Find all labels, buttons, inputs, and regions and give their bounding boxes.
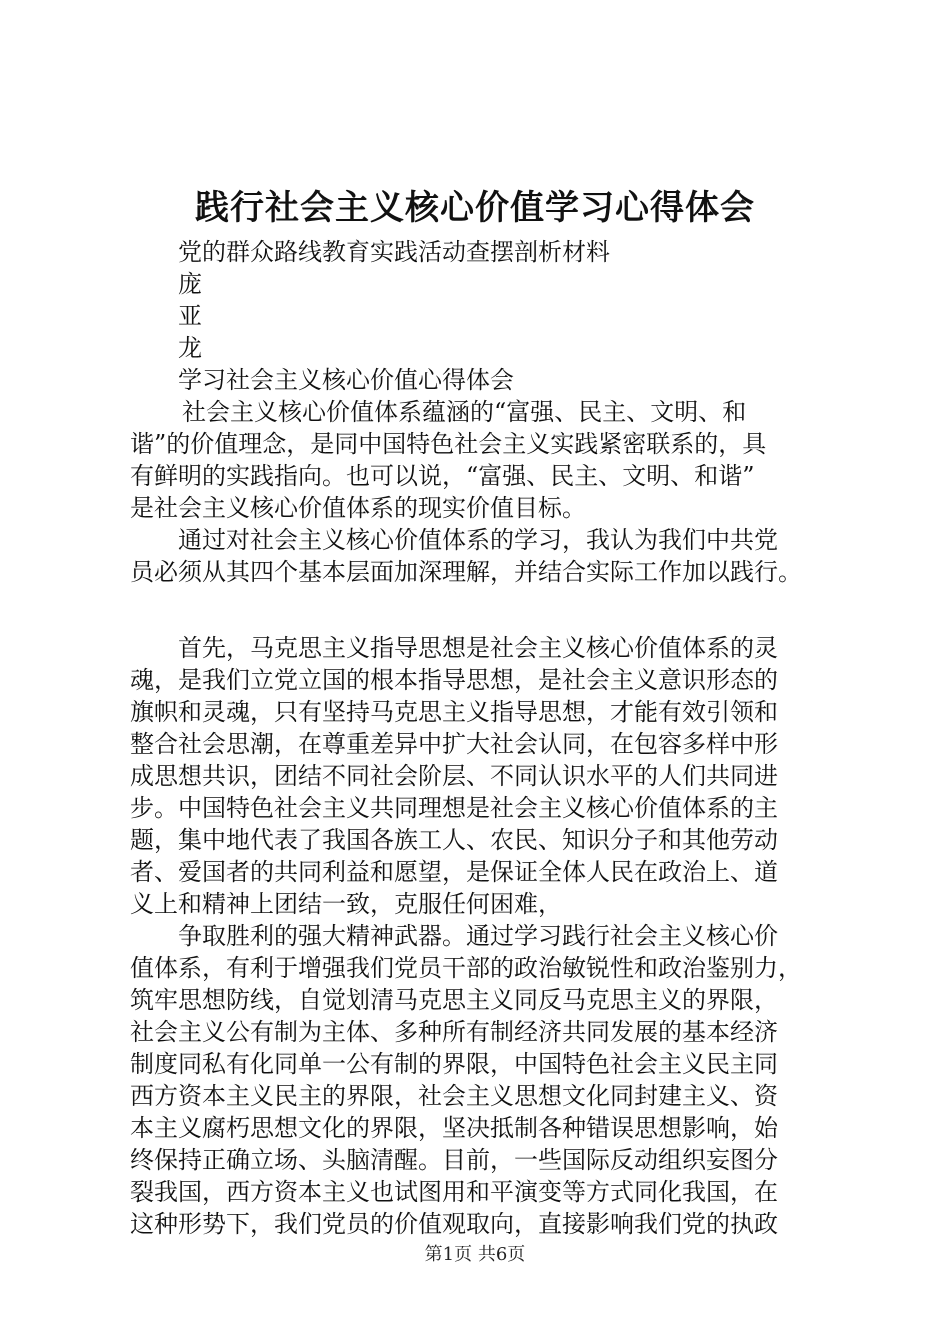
paragraph-line: 步。中国特色社会主义共同理想是社会主义核心价值体系的主 xyxy=(130,794,778,822)
paragraph-line: 者、爱国者的共同利益和愿望，是保证全体人民在政治上、道 xyxy=(130,858,778,886)
author-line: 亚 xyxy=(178,302,202,330)
paragraph-line: 整合社会思潮，在尊重差异中扩大社会认同，在包容多样中形 xyxy=(130,730,778,758)
paragraph-line: 有鲜明的实践指向。也可以说，“富强、民主、文明、和谐” xyxy=(130,462,755,490)
paragraph-line: 通过对社会主义核心价值体系的学习，我认为我们中共党 xyxy=(178,526,778,554)
section-heading: 学习社会主义核心价值心得体会 xyxy=(178,366,514,394)
page-footer: 第1页 共6页 xyxy=(424,1244,526,1265)
paragraph-line: 义上和精神上团结一致，克服任何困难， xyxy=(130,890,562,918)
author-line: 龙 xyxy=(178,334,202,362)
paragraph-line: 成思想共识，团结不同社会阶层、不同认识水平的人们共同进 xyxy=(130,762,778,790)
paragraph-line: 首先，马克思主义指导思想是社会主义核心价值体系的灵 xyxy=(178,634,778,662)
paragraph-line: 本主义腐朽思想文化的界限，坚决抵制各种错误思想影响，始 xyxy=(130,1114,778,1142)
document-title: 践行社会主义核心价值学习心得体会 xyxy=(195,188,755,228)
paragraph-line: 旗帜和灵魂，只有坚持马克思主义指导思想，才能有效引领和 xyxy=(130,698,778,726)
subtitle-line: 党的群众路线教育实践活动查摆剖析材料 xyxy=(178,238,610,266)
paragraph-line: 争取胜利的强大精神武器。通过学习践行社会主义核心价 xyxy=(178,922,778,950)
paragraph-line: 筑牢思想防线，自觉划清马克思主义同反马克思主义的界限， xyxy=(130,986,778,1014)
paragraph-line: 终保持正确立场、头脑清醒。目前，一些国际反动组织妄图分 xyxy=(130,1146,778,1174)
paragraph-line: 裂我国，西方资本主义也试图用和平演变等方式同化我国，在 xyxy=(130,1178,778,1206)
paragraph-line: 社会主义公有制为主体、多种所有制经济共同发展的基本经济 xyxy=(130,1018,778,1046)
paragraph-line: 谐”的价值理念，是同中国特色社会主义实践紧密联系的，具 xyxy=(130,430,767,458)
author-line: 庞 xyxy=(178,270,202,298)
paragraph-line: 员必须从其四个基本层面加深理解，并结合实际工作加以践行。 xyxy=(130,558,802,586)
paragraph-line: 题，集中地代表了我国各族工人、农民、知识分子和其他劳动 xyxy=(130,826,778,854)
paragraph-line: 值体系，有利于增强我们党员干部的政治敏锐性和政治鉴别力， xyxy=(130,954,802,982)
paragraph-line: 西方资本主义民主的界限，社会主义思想文化同封建主义、资 xyxy=(130,1082,778,1110)
paragraph-line: 制度同私有化同单一公有制的界限，中国特色社会主义民主同 xyxy=(130,1050,778,1078)
document-body xyxy=(130,236,850,1240)
paragraph-line: 这种形势下，我们党员的价值观取向，直接影响我们党的执政 xyxy=(130,1210,778,1238)
paragraph-line: 魂，是我们立党立国的根本指导思想，是社会主义意识形态的 xyxy=(130,666,778,694)
paragraph-line: 是社会主义核心价值体系的现实价值目标。 xyxy=(130,494,586,522)
paragraph-line: 社会主义核心价值体系蕴涵的“富强、民主、文明、和 xyxy=(182,398,747,426)
paragraph-gap xyxy=(130,588,850,632)
